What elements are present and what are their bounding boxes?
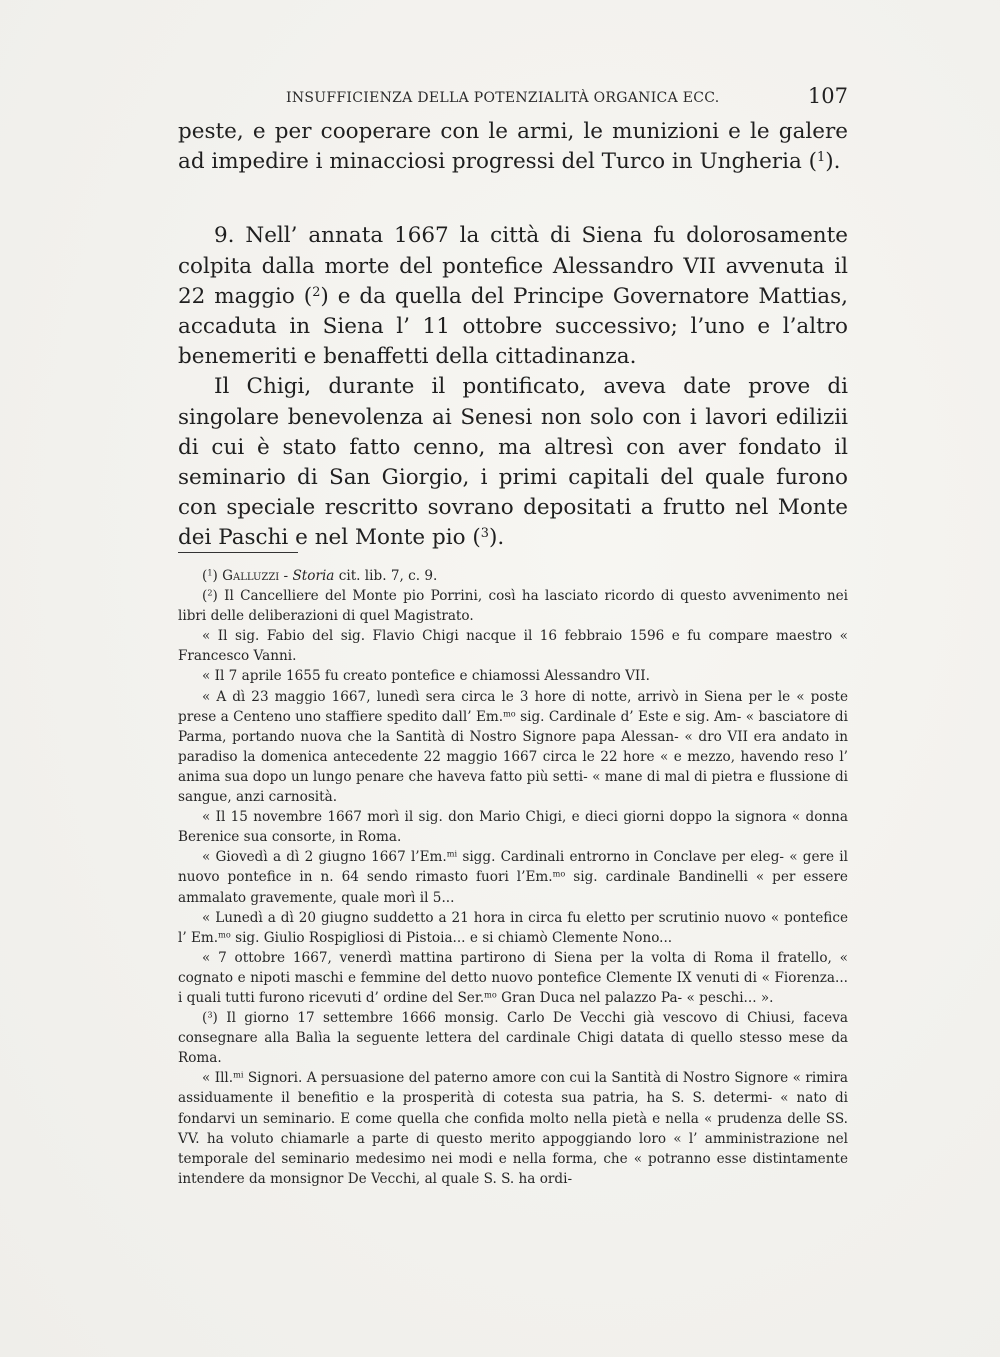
page-header [178, 84, 848, 114]
footnote-2-quote-3 [178, 687, 848, 808]
footnote-3-quote-part-b: Signori. A persuasione del paterno amore con cui la Santità di Nostro Signore « rimira assiduamente il benefitio e la prosperità di cotesta sua patria, ha S. S. determi- « nato di fondarvi un seminario. E come quella che confida molto nella pietà e nella « prudenza delle SS. VV. ha voluto chiamarle a parte di questo merito appoggiando loro « l’ amministrazione nel temporale del seminario medesimo nei modi e nella forma, che « potranno esse distintamente intendere da monsignor De Vecchi, al quale S. S. ha ordi- [178, 1070, 849, 1187]
footnote-3: ($^3$) Il giorno 17 settembre 1666 monsig. Carlo De Vecchi già vescovo di Chiusi, faceva consegnare alla Balìa la seguente lettera del cardinale Chigi datata di quello stesso mese da Roma. [178, 1009, 848, 1067]
paragraph-2-text: 9. Nell’ annata 1667 la città di Siena fu dolorosamente colpita dalla morte del pontefice Alessandro VII avvenuta il 22 maggio ( [178, 223, 848, 309]
paragraph-3-close: ). [489, 525, 505, 551]
footnote-2-quote-6 [178, 908, 848, 948]
quote-7-superscript: mo [484, 989, 497, 1000]
paragraph-2 [178, 221, 848, 372]
page-number: 107 [807, 84, 848, 108]
quote-6-part-b: sig. Giulio Rospigliosi di Pistoia... e si chiamò Clemente Nono... [230, 929, 673, 946]
quote-5-part-a: « Giovedì a dì 2 giugno 1667 l’Em. [202, 849, 447, 866]
quote-3-part-a: « A dì 23 maggio 1667, lunedì sera circa le 3 hore di notte, arrivò in Siena per le « poste prese a Centeno uno staffiere spedito dall’ Em. [178, 688, 848, 725]
paragraph-1-close: ). [825, 149, 841, 175]
quote-5-superscript-2: mo [552, 868, 566, 879]
footnote-3-quote-part-a: « Ill. [202, 1070, 234, 1087]
paragraph-3 [178, 372, 848, 553]
footnote-2-quote-7 [178, 948, 848, 1008]
quote-6-part-a: « Lunedì a dì 20 giugno suddetto a 21 hora in circa fu eletto per scrutinio nuovo « pontefice l’ Em. [178, 909, 848, 946]
quote-5-part-b: sigg. Cardinali entrorno in Conclave per eleg- « gere il nuovo pontefice in n. 64 sendo rimasto fuori l’Em. [178, 849, 848, 886]
quote-5-superscript-1: mi [446, 848, 458, 859]
footnote-ref-2: 2 [312, 284, 321, 300]
footnote-ref-3: 3 [480, 526, 489, 542]
footnote-2: ($^2$) Il Cancelliere del Monte pio Porrini, così ha lasciato ricordo di questo avvenimento nei libri delle deliberazioni di quel Magistrato. [178, 587, 848, 625]
footnote-1: ($^1$) Galluzzi - Storia cit. lib. 7, c. 9. [202, 567, 438, 584]
footnote-1-work: Storia [292, 568, 335, 584]
paragraph-3-text: Il Chigi, durante il pontificato, aveva date prove di singolare benevolenza ai Senesi non solo con i lavori edilizii di cui è stato fatto cenno, ma altresì con aver fondato il seminario di San Giorgio, i primi capitali del quale furono con speciale rescritto sovrano depositati a frutto nel Monte dei Paschi e nel Monte pio ( [178, 374, 848, 551]
footnote-2-intro: Il Cancelliere del Monte pio Porrini, così ha lasciato ricordo di questo avvenimento nei libri delle deliberazioni di quel Magistrato. [178, 588, 848, 625]
footnote-1-number: 1 [207, 567, 213, 578]
paragraph-1-text: peste, e per cooperare con le armi, le munizioni e le galere ad impedire i minacciosi progressi del Turco in Ungheria ( [178, 119, 848, 175]
footnote-1-dash: - [279, 568, 293, 584]
paragraph-2-text-cont: ) e da quella del Principe Governatore Mattias, accaduta in Siena l’ 11 ottobre successivo; l’uno e l’altro benemeriti e benaffetti della cittadinanza. [178, 283, 848, 370]
footnote-1-author: Galluzzi [222, 568, 280, 584]
footnote-2-quote-5 [178, 847, 848, 907]
quote-3-part-b: sig. Cardinale d’ Este e sig. Am- « basciatore di Parma, portando nuova che la Santità di Nostro Signore papa Alessan- « dro VII era andato in paradiso la domenica antecedente 22 maggio 1667 circa le 22 hore « e mezzo, havendo reso l’ anima sua dopo un lungo penare che haveva fatto più setti- « mane di mal di pietra e flussione di sangue, anzi carnosità. [178, 708, 848, 806]
footnote-3-number: 3 [207, 1009, 213, 1020]
paragraph-1 [178, 117, 848, 177]
footnote-3-quote-1 [178, 1068, 848, 1189]
footnote-2-quote-2: « Il 7 aprile 1655 fu creato pontefice e chiamossi Alessandro VII. [202, 668, 650, 685]
footnote-3-intro: Il giorno 17 settembre 1666 monsig. Carlo De Vecchi già vescovo di Chiusi, faceva consegnare alla Balìa la seguente lettera del cardinale Chigi datata di quello stesso mese da Roma. [178, 1010, 848, 1067]
quote-6-superscript: mo [218, 929, 231, 940]
footnotes [178, 566, 848, 1189]
main-text [178, 117, 848, 554]
footnote-3-quote-superscript: mi [233, 1069, 244, 1080]
footnote-separator [178, 552, 298, 553]
running-title: INSUFFICIENZA DELLA POTENZIALITÀ ORGANICA ECC. [286, 90, 720, 106]
footnote-2-quote-1: « Il sig. Fabio del sig. Flavio Chigi nacque il 16 febbraio 1596 e fu compare maestro « Francesco Vanni. [178, 628, 848, 665]
quote-7-part-a: « 7 ottobre 1667, venerdì mattina partirono di Siena per la volta di Roma il fratello, « cognato e nipoti maschi e femmine del detto nuovo pontefice Clemente IX venuti di « Fiorenza... i quali tutti furono ricevuti d’ ordine del Ser. [178, 949, 848, 1006]
quote-3-superscript: mo [503, 708, 516, 719]
footnote-1-citation: cit. lib. 7, c. 9. [334, 568, 438, 584]
footnote-2-number: 2 [207, 587, 213, 598]
quote-7-part-b: Gran Duca nel palazzo Pa- « peschi... ». [496, 989, 774, 1006]
footnote-ref-1: 1 [817, 150, 826, 166]
footnote-2-quote-4: « Il 15 novembre 1667 morì il sig. don Mario Chigi, e dieci giorni doppo la signora « donna Berenice sua consorte, in Roma. [178, 809, 848, 846]
quote-5-part-c: sig. cardinale Bandinelli « per essere ammalato gravemente, quale morì il 5... [178, 869, 848, 906]
